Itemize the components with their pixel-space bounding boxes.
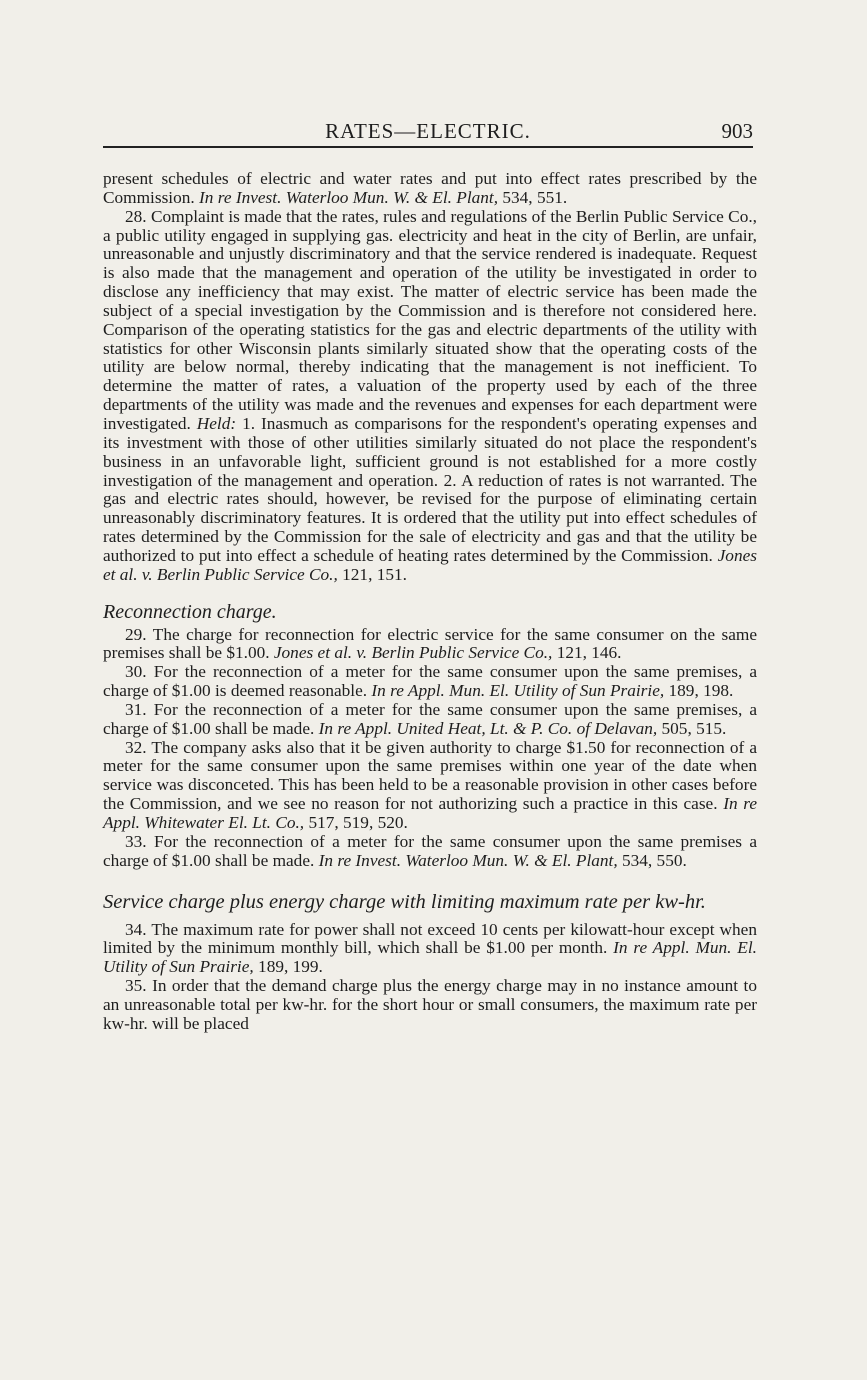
paragraph-continued: present schedules of electric and water rates and put into effect rates prescribed by the Commission. In re Invest. Waterloo Mun. W. & El. Plant, 534, 551.	[103, 169, 757, 207]
case-citation: In re Invest. Waterloo Mun. W. & El. Plant,	[199, 187, 499, 207]
paragraph-number: 30.	[125, 662, 154, 682]
case-citation: Jones et al. v. Berlin Public Service Co.,	[273, 643, 553, 663]
paragraph-32: 32. The company asks also that it be given authority to charge $1.50 for reconnection of a meter for the same consumer upon the same premises within one year of the date when service was disconceted. This has been held to be a reasonable provision in other cases before the Commission, and we see no reason for not authorizing such a practice in this case. In re Appl. Whitewater El. Lt. Co., 517, 519, 520.	[103, 737, 757, 832]
case-citation: In re Appl. Mun. El. Utility of Sun Prairie,	[371, 681, 665, 701]
paragraph-number: 34.	[125, 919, 152, 939]
paragraph-number: 28.	[125, 206, 151, 226]
page-header	[103, 116, 753, 148]
case-citation: In re Appl. United Heat, Lt. & P. Co. of Delavan,	[318, 718, 658, 738]
paragraph-number: 29.	[125, 624, 153, 644]
paragraph-number: 33.	[125, 831, 154, 851]
paragraph-31: 31. For the reconnection of a meter for the same consumer upon the same premises, a charge of $1.00 shall be made. In re Appl. United Heat, Lt. & P. Co. of Delavan, 505, 515.	[103, 699, 758, 738]
paragraph-35: 35. In order that the demand charge plus the energy charge may in no instance amount to an unreasonable total per kw-hr. for the short hour or small consumers, the maximum rate per kw-hr. will be placed	[103, 976, 757, 1033]
paragraph-28: 28. Complaint is made that the rates, rules and regulations of the Berlin Public Service Co., a public utility engaged in supplying gas. electricity and heat in the city of Berlin, are unfair, unreasonable and unjustly discriminatory and that the service rendered is inadequate. Request is also made that the management and operation of the utility be investigated in order to disclose any inefficiency that may exist. The matter of electric service has been made the subject of a special investigation by the Commission and is therefore not considered here. Comparison of the operating statistics for the gas and electric departments of the utility with statistics for other Wisconsin plants similarly situated show that the operating costs of the utility are below normal, thereby indicating that the management is not inefficient. To determine the matter of rates, a valuation of the property used by each of the three departments of the utility was made and the revenues and expenses for each department were investigated. Held: 1. Inasmuch as comparisons for the respondent's operating expenses and its investment with those of other utilities similarly situated do not place the respondent's business in an unfavorable light, sufficient ground is not established for a more costly investigation of the management and operation. 2. A reduction of rates is not warranted. The gas and electric rates should, however, be revised for the purpose of eliminating certain unreasonably discriminatory features. It is ordered that the utility put into effect schedules of rates determined by the Commission for the sale of electricity and gas and that the utility be authorized to put into effect a schedule of heating rates determined by the Commission. Jones et al. v. Berlin Public Service Co., 121, 151.	[103, 206, 757, 584]
paragraph-number: 32.	[125, 737, 152, 757]
case-citation: In re Appl. Mun. El. Utility of Sun Prairie,	[103, 938, 757, 977]
paragraph-34: 34. The maximum rate for power shall not exceed 10 cents per kilowatt-hour except when limited by the minimum monthly bill, which shall be $1.00 per month. In re Appl. Mun. El. Utility of Sun Prairie, 189, 199.	[103, 919, 757, 977]
running-head: RATES—ELECTRIC.	[325, 119, 531, 143]
case-citation: In re Invest. Waterloo Mun. W. & El. Plant,	[318, 850, 618, 870]
section-heading-service-charge: Service charge plus energy charge with limiting maximum rate per kw-hr.	[103, 890, 706, 913]
paragraph-33: 33. For the reconnection of a meter for the same consumer upon the same premises a charge of $1.00 shall be made. In re Invest. Waterloo Mun. W. & El. Plant, 534, 550.	[103, 831, 757, 870]
held-label: Held:	[196, 413, 237, 433]
paragraph-30: 30. For the reconnection of a meter for the same consumer upon the same premises, a charge of $1.00 is deemed reasonable. In re Appl. Mun. El. Utility of Sun Prairie, 189, 198.	[103, 662, 758, 701]
paragraph-29: 29. The charge for reconnection for electric service for the same consumer on the same premises shall be $1.00. Jones et al. v. Berlin Public Service Co., 121, 146.	[103, 624, 757, 663]
body-text	[103, 170, 757, 1034]
case-citation: Jones et al. v. Berlin Public Service Co.,	[103, 545, 757, 584]
section-heading-reconnection: Reconnection charge.	[103, 600, 277, 623]
page-number: 903	[721, 119, 753, 143]
paragraph-number: 35.	[125, 976, 153, 996]
case-citation: In re Appl. Whitewater El. Lt. Co.,	[103, 794, 757, 832]
paragraph-number: 31.	[125, 699, 154, 719]
